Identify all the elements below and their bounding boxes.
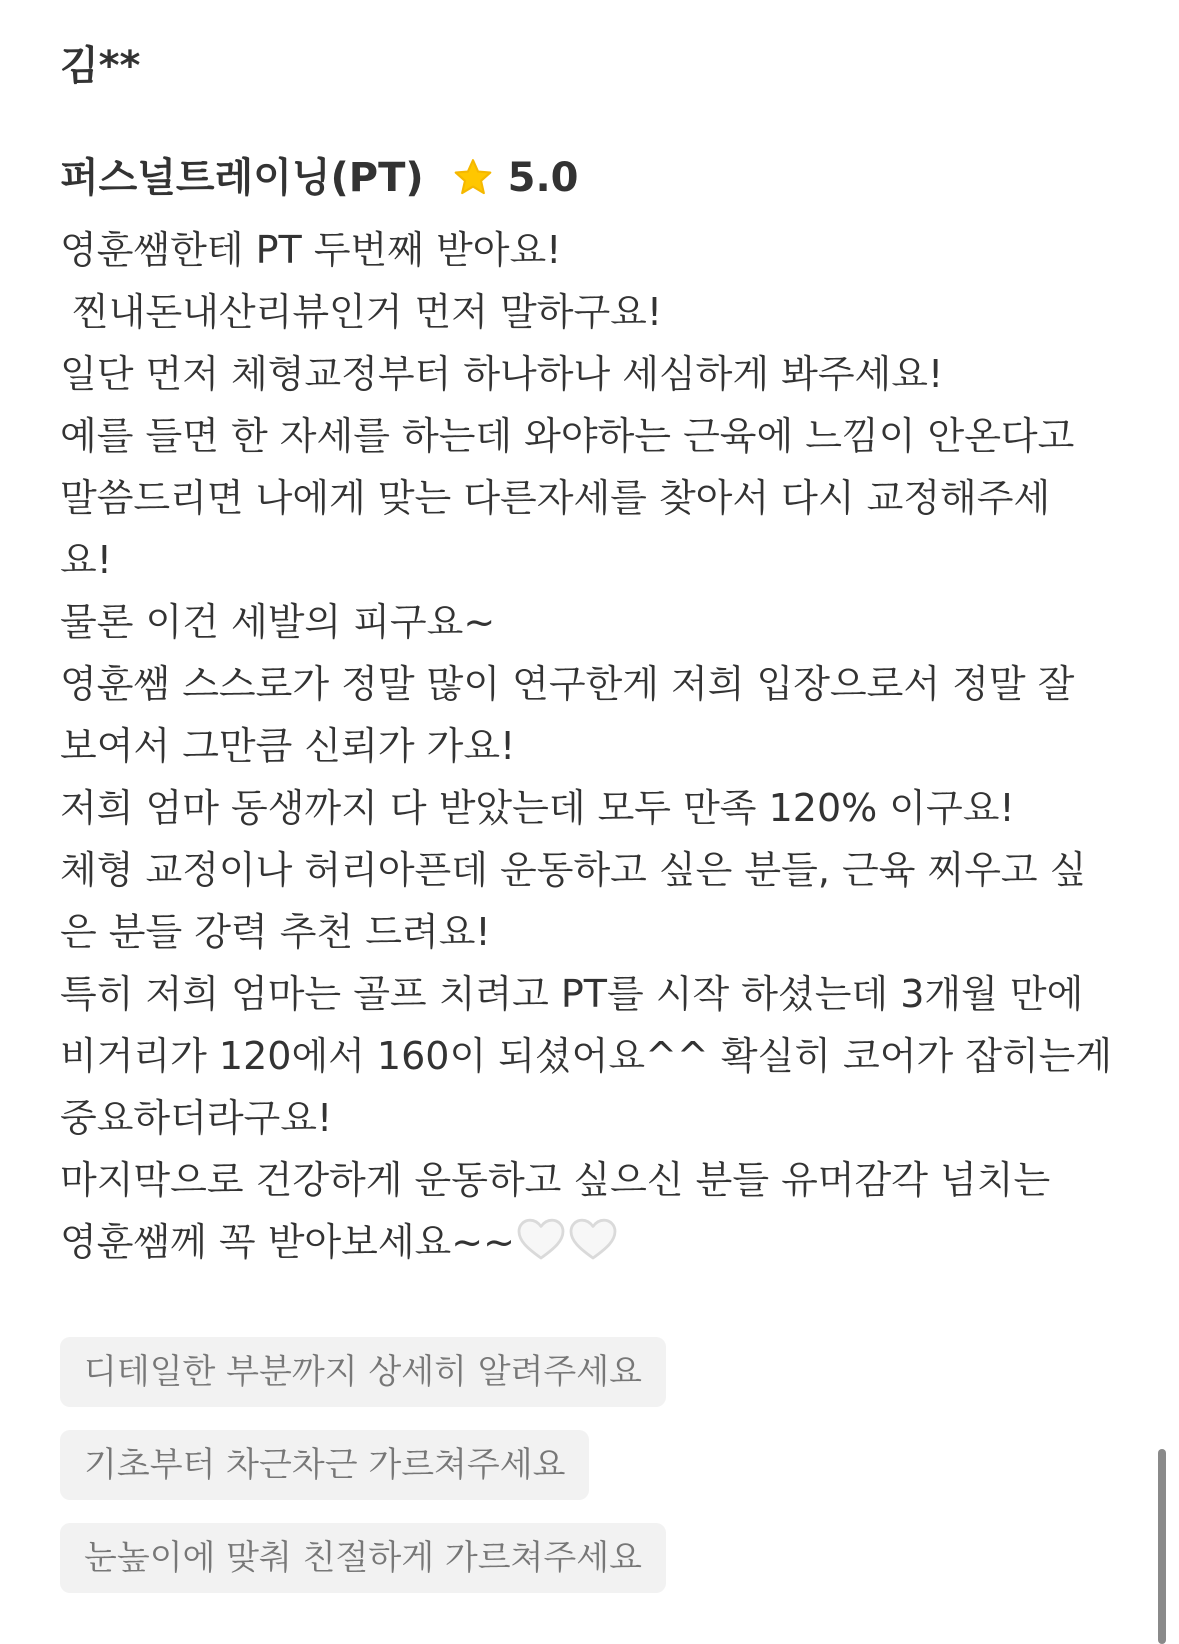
review-line: 중요하더라구요! bbox=[60, 1096, 333, 1140]
scrollbar[interactable] bbox=[1158, 1449, 1166, 1644]
white-heart-icon bbox=[515, 1215, 567, 1263]
review-line: 은 분들 강력 추천 드려요! bbox=[60, 910, 491, 954]
reviewer-name: 김** bbox=[60, 43, 141, 89]
rating-value: 5.0 bbox=[507, 155, 579, 201]
review-line: 특히 저희 엄마는 골프 치려고 PT를 시작 하셨는데 3개월 만에 bbox=[60, 972, 1084, 1016]
review-line: 보여서 그만큼 신뢰가 가요! bbox=[60, 724, 516, 768]
review-line: 찐내돈내산리뷰인거 먼저 말하구요! bbox=[60, 290, 663, 334]
review-line: 저희 엄마 동생까지 다 받았는데 모두 만족 120% 이구요! bbox=[60, 786, 1015, 830]
white-heart-icon bbox=[567, 1215, 619, 1263]
review-line: 요! bbox=[60, 538, 112, 582]
review-line: 일단 먼저 체형교정부터 하나하나 세심하게 봐주세요! bbox=[60, 352, 944, 396]
review-last-line bbox=[60, 1211, 1120, 1273]
review-tag: 눈높이에 맞춰 친절하게 가르쳐주세요 bbox=[60, 1523, 666, 1593]
review-tags bbox=[60, 1337, 666, 1616]
star-icon bbox=[452, 157, 494, 199]
review-tag: 기초부터 차근차근 가르쳐주세요 bbox=[60, 1430, 589, 1500]
review-line-text: 영훈쌤께 꼭 받아보세요~~ bbox=[60, 1220, 515, 1264]
review-line: 영훈쌤 스스로가 정말 많이 연구한게 저희 입장으로서 정말 잘 bbox=[60, 662, 1075, 706]
review-text bbox=[60, 219, 1120, 1273]
review-tag: 디테일한 부분까지 상세히 알려주세요 bbox=[60, 1337, 666, 1407]
service-rating-row bbox=[60, 147, 579, 209]
review-line: 마지막으로 건강하게 운동하고 싶으신 분들 유머감각 넘치는 bbox=[60, 1158, 1051, 1202]
review-line: 예를 들면 한 자세를 하는데 와야하는 근육에 느낌이 안온다고 bbox=[60, 414, 1075, 458]
service-name: 퍼스널트레이닝(PT) bbox=[60, 155, 424, 201]
review-line: 물론 이건 세발의 피구요~ bbox=[60, 600, 496, 644]
review-line: 체형 교정이나 허리아픈데 운동하고 싶은 분들, 근육 찌우고 싶 bbox=[60, 848, 1087, 892]
review-line: 영훈쌤한테 PT 두번째 받아요! bbox=[60, 228, 562, 272]
review-line: 말씀드리면 나에게 맞는 다른자세를 찾아서 다시 교정해주세 bbox=[60, 476, 1051, 520]
review-line: 비거리가 120에서 160이 되셨어요^^ 확실히 코어가 잡히는게 bbox=[60, 1034, 1113, 1078]
